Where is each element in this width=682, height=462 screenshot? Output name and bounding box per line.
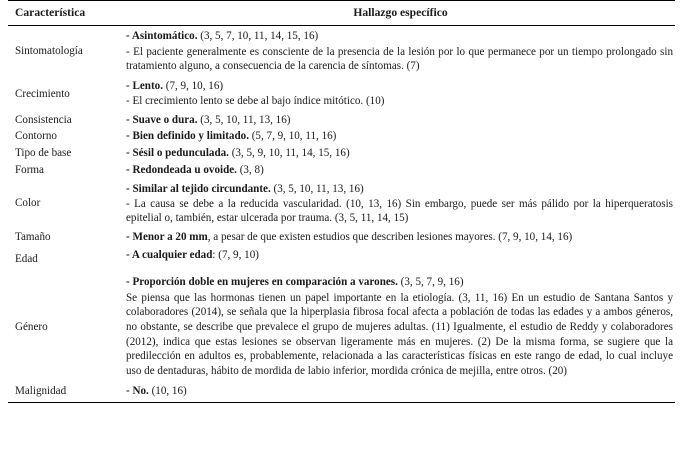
- content-line: - La causa se debe a la reducida vascularidad. (10, 13, 16) Sin embargo, puede ser más pálido por la hiperqueratosis epitelial o, también, estar ulcerada por trauma. (3, 5, 11, 14, 15): [126, 197, 673, 225]
- content-line: - Similar al tejido circundante. (3, 5, 10, 11, 13, 16): [126, 182, 364, 195]
- row-label-crecimiento: Crecimiento: [15, 87, 70, 100]
- row-content-malignidad: [126, 381, 675, 403]
- emphasis-text: - A cualquier edad: [126, 248, 213, 261]
- table-row: [8, 145, 675, 162]
- spacer: [126, 262, 673, 271]
- row-content-genero: [126, 273, 675, 380]
- content-line: - Redondeada u ovoide. (3, 8): [126, 163, 264, 176]
- column-header-finding: Hallazgo específico: [126, 1, 675, 26]
- table-row: [8, 179, 675, 229]
- content-line: - Bien definido y limitado. (5, 7, 9, 10, 11, 16): [126, 130, 337, 143]
- table-row: [8, 26, 675, 76]
- table-header-row: [8, 1, 675, 26]
- content-line: - El paciente generalmente es consciente de la presencia de la lesión por lo que permanece por un tiempo prolongado sin tratamiento alguno, a consecuencia de la carencia de síntomas. (7): [126, 45, 673, 73]
- column-header-characteristic: Característica: [8, 1, 126, 26]
- content-line: - No. (10, 16): [126, 384, 187, 397]
- content-line: - Sésil o pedunculada. (3, 5, 9, 10, 11, 14, 15, 16): [126, 147, 350, 160]
- table-row: [8, 381, 675, 403]
- row-label-contorno: Contorno: [15, 130, 57, 143]
- emphasis-text: - Proporción doble en mujeres en comparación a varones.: [126, 276, 398, 289]
- row-label-tamano: Tamaño: [15, 231, 51, 244]
- row-label-tipodebase: Tipo de base: [15, 147, 72, 160]
- content-line: - Menor a 20 mm, a pesar de que existen estudios que describen lesiones mayores. (7, 9, 10, 14, 16): [126, 231, 573, 244]
- content-line: - Proporción doble en mujeres en comparación a varones. (3, 5, 7, 9, 16): [126, 276, 464, 289]
- table-row: [8, 76, 675, 111]
- emphasis-text: - Asintomático.: [126, 30, 198, 43]
- content-line: - A cualquier edad: (7, 9, 10): [126, 248, 259, 261]
- emphasis-text: - Similar al tejido circundante.: [126, 182, 271, 195]
- table-row: [8, 111, 675, 129]
- row-content-edad: [126, 246, 675, 274]
- content-line: - Suave o dura. (3, 5, 10, 11, 13, 16): [126, 113, 291, 126]
- row-label-forma: Forma: [15, 163, 44, 176]
- row-content-crecimiento: [126, 76, 675, 111]
- row-label-genero: Género: [15, 320, 48, 333]
- table-row: [8, 162, 675, 179]
- row-content-tipodebase: [126, 145, 675, 162]
- characteristics-table: [8, 0, 675, 403]
- content-line: - Asintomático. (3, 5, 7, 10, 11, 14, 15, 16): [126, 30, 319, 43]
- row-content-color: [126, 179, 675, 229]
- emphasis-text: - Sésil o pedunculada.: [126, 147, 229, 160]
- table-row: [8, 246, 675, 274]
- content-line: - Lento. (7, 9, 10, 16): [126, 79, 224, 92]
- row-content-tamano: [126, 228, 675, 246]
- row-label-malignidad: Malignidad: [15, 384, 67, 397]
- row-content-consistencia: [126, 111, 675, 129]
- emphasis-text: - Lento.: [126, 79, 163, 92]
- emphasis-text: - Menor a 20 mm: [126, 231, 208, 244]
- emphasis-text: - Bien definido y limitado.: [126, 130, 249, 143]
- row-label-color: Color: [15, 197, 41, 210]
- row-label-edad: Edad: [15, 253, 38, 266]
- table-body: [8, 26, 675, 403]
- row-content-sintomatologia: [126, 26, 675, 76]
- row-label-sintomatologia: Sintomatología: [15, 45, 83, 58]
- emphasis-text: - No.: [126, 384, 149, 397]
- row-label-consistencia: Consistencia: [15, 113, 72, 126]
- content-line: - El crecimiento lento se debe al bajo índice mitótico. (10): [126, 95, 385, 108]
- table-header: [8, 1, 675, 26]
- emphasis-text: - Suave o dura.: [126, 113, 198, 126]
- table-row: [8, 128, 675, 145]
- row-content-forma: [126, 162, 675, 179]
- row-content-contorno: [126, 128, 675, 145]
- table-row: [8, 273, 675, 380]
- emphasis-text: - Redondeada u ovoide.: [126, 163, 237, 176]
- table-row: [8, 228, 675, 246]
- content-line: Se piensa que las hormonas tienen un papel importante en la etiología. (3, 11, 16) En un estudio de Santana Santos y colaboradores (2014), se señala que la hiperplasia fibrosa focal afecta a población de todas las edades y a ambos géneros, no obstante, se describe que prevalece el grupo de mujeres adultas. (11) Igualmente, el estudio de Reddy y colaboradores (2012), indica que estas lesiones se observan ligeramente más en mujeres. (2) De la misma forma, se sugiere que la predilección en adultos es, probablemente, relacionada a las características físicas en este rango de edad, lo cual incluye uso de dentaduras, hábito de mordida de labio inferior, mordida crónica de mejilla, entre otros. (20): [126, 291, 673, 378]
